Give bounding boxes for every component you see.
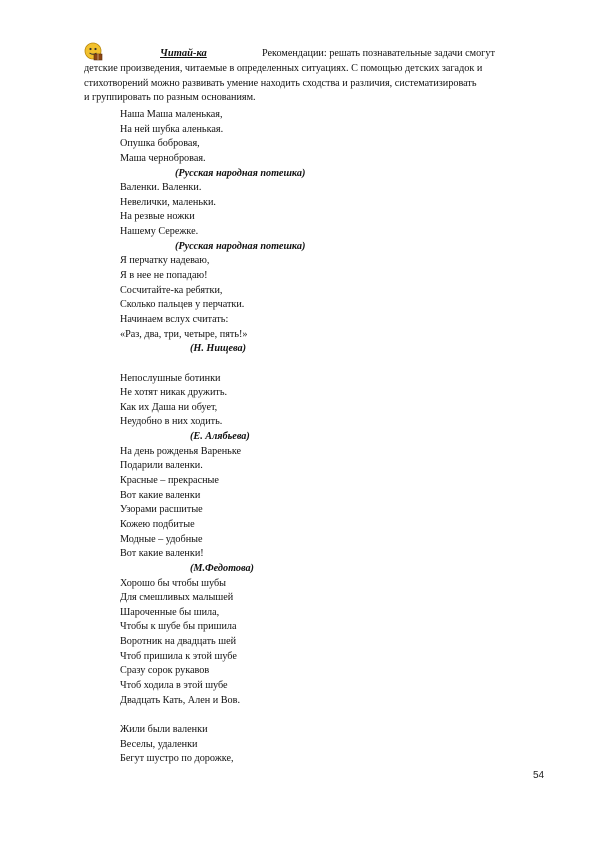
poem-line: Чтоб пришила к этой шубе [120,650,237,662]
poem-author: (Н. Нищева) [190,343,246,355]
poem [120,372,305,445]
poem [120,108,305,181]
poem-line: Кожею подбитые [120,518,195,530]
poem-author: (М.Федотова) [190,562,254,574]
poem-author: (Русская народная потешка) [175,240,306,252]
recommendation-line: стихотворений можно развивать умение находить сходства и различия, систематизировать [84,77,477,89]
poem-line: Непослушные ботинки [120,372,221,384]
poem-line: Жили были валенки [120,723,208,735]
poem [120,181,305,254]
poem-line: Чтоб ходила в этой шубе [120,679,228,691]
poem-line: Вот какие валенки! [120,548,204,560]
poem-line: Как их Даша ни обует, [120,401,218,413]
recommendation-line: Рекомендации: решать познавательные задачи смогут [262,48,495,59]
poem-line: Шароченные бы шила, [120,606,220,618]
poem-line: Наша Маша маленькая, [120,109,223,120]
poem-line: Я перчатку надеваю, [120,255,210,267]
poem-line: На резвые ножки [120,211,195,223]
poem-author: (Русская народная потешка) [175,167,306,179]
recommendation-line: и группировать по разным основаниям. [84,92,256,104]
poem-line: Хорошо бы чтобы шубы [120,577,226,589]
poem [120,723,305,767]
poem-line: «Раз, два, три, четыре, пять!» [120,328,248,340]
poem-line: Неудобно в них ходить. [120,416,223,428]
smiley-book-icon [84,42,104,62]
poem-line: Нашему Сережке. [120,226,199,238]
poem-line: Чтобы к шубе бы пришила [120,621,237,633]
recommendation-line: детские произведения, читаемые в определенных ситуациях. С помощью детских загадок и [84,63,483,74]
poem-line: Невелички, маленьки. [120,196,216,208]
blank-line [120,357,305,372]
poem-line: На ней шубка аленькая. [120,123,224,135]
poem-line: Не хотят никак дружить. [120,387,228,399]
poem [120,577,305,723]
poem-line: Подарили валенки. [120,460,203,472]
poem-line: Опушка бобровая, [120,138,200,150]
poem-line: Двадцать Кать, Ален и Вов. [120,694,241,706]
poem-line: Веселы, удаленки [120,738,198,750]
poem-line: Сразу сорок рукавов [120,665,210,677]
poem-line: Сколько пальцев у перчатки. [120,299,245,311]
blank-line [120,708,305,723]
section-title: Читай-ка [160,48,207,59]
poem-line: Для смешливых малышей [120,592,234,604]
poem-line: Начинаем вслух считать: [120,313,229,325]
poem [120,445,305,577]
poem-line: Красные – прекрасные [120,475,219,487]
poem-line: Маша чернобровая. [120,152,206,164]
poem-line: Я в нее не попадаю! [120,270,208,282]
poems-block [120,108,305,767]
poem-line: На день рожденья Вареньке [120,445,242,457]
poem-line: Бегут шустро по дорожке, [120,753,234,765]
poem-line: Воротник на двадцать шей [120,636,237,648]
recommendation-text [84,62,554,106]
poem [120,254,305,371]
poem-line: Сосчитайте-ка ребятки, [120,284,223,296]
page-number: 54 [533,770,545,781]
poem-line: Валенки. Валенки. [120,182,202,194]
poem-author: (Е. Алябьева) [190,431,250,443]
poem-line: Модные – удобные [120,533,203,545]
poem-line: Узорами расшитые [120,504,203,516]
poem-line: Вот какие валенки [120,489,201,501]
